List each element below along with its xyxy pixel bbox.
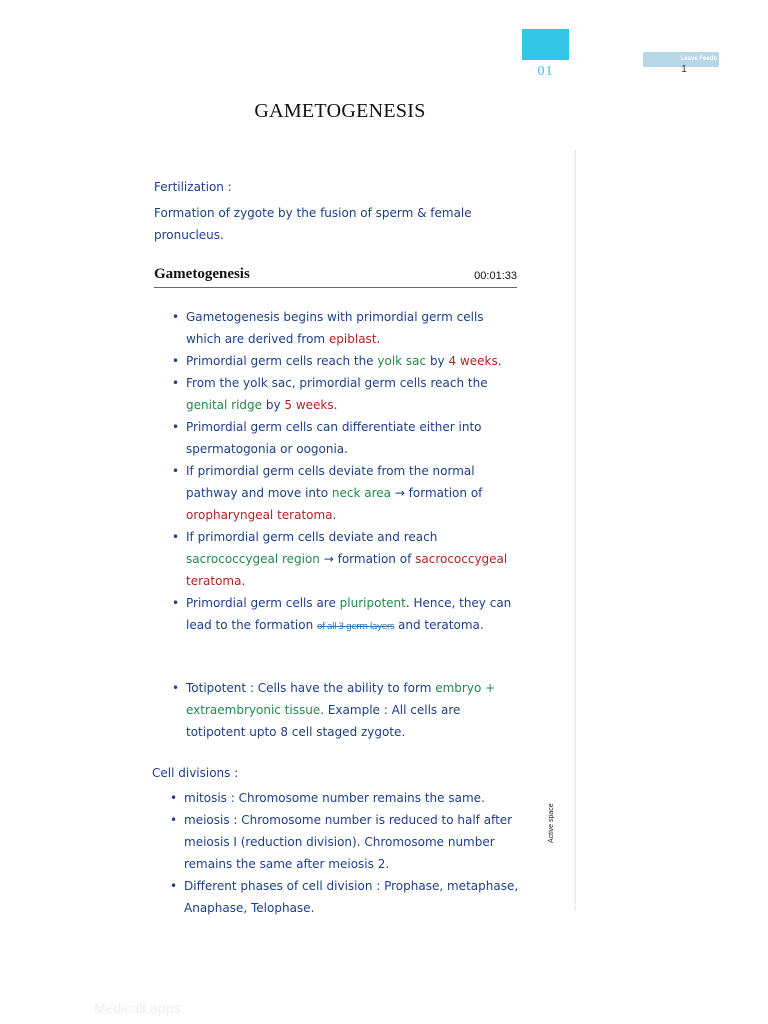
margin-divider <box>575 150 576 910</box>
list-item: • If primordial germ cells deviate and reach sacrococcygeal region → formation of sacrococcygeal teratoma. <box>186 526 521 592</box>
bullet-icon: • <box>172 376 180 390</box>
bullet-icon: • <box>172 596 180 610</box>
list-item: • Primordial germ cells reach the yolk sac by 4 weeks. <box>186 350 521 372</box>
page-number: 1 <box>681 64 687 75</box>
cell-divisions-list <box>170 787 524 919</box>
list-item: • Primordial germ cells can differentiate either into spermatogonia or oogonia. <box>186 416 521 460</box>
list-item: • mitosis : Chromosome number remains the same. <box>184 787 524 809</box>
list-item: • From the yolk sac, primordial germ cells reach the genital ridge by 5 weeks. <box>186 372 521 416</box>
video-timestamp[interactable]: 00:01:33 <box>474 270 517 282</box>
bullet-icon: • <box>172 464 180 478</box>
active-space-label: Active space <box>548 803 555 843</box>
cell-divisions-heading: Cell divisions : <box>152 766 239 780</box>
gametogenesis-bullet-list <box>172 306 521 638</box>
bullet-icon: • <box>172 530 180 544</box>
list-item: • meiosis : Chromosome number is reduced to half after meiosis I (reduction division). Chromosome number remains the same after meiosis 2. <box>184 809 524 875</box>
bullet-icon: • <box>170 879 178 893</box>
bullet-icon: • <box>170 791 178 805</box>
fertilization-definition: Formation of zygote by the fusion of sperm & female pronucleus. <box>154 206 472 242</box>
section-divider <box>154 287 517 288</box>
bullet-icon: • <box>170 813 178 827</box>
leave-feedback-tab[interactable]: Leave Feedb <box>643 52 719 67</box>
list-item: • If primordial germ cells deviate from the normal pathway and move into neck area → formation of oropharyngeal teratoma. <box>186 460 521 526</box>
bullet-icon: • <box>172 681 180 695</box>
list-item: • Gametogenesis begins with primordial germ cells which are derived from epiblast. <box>186 306 521 350</box>
watermark: MedicalLapps <box>94 1000 181 1016</box>
totipotent-bullet-list <box>172 677 521 743</box>
list-item: • Primordial germ cells are pluripotent. Hence, they can lead to the formation of all 3 germ layers and teratoma. <box>186 592 521 638</box>
struck-out-text: of all 3 germ layers <box>317 622 395 632</box>
fertilization-heading: Fertilization : <box>154 180 232 194</box>
chapter-number: 01 <box>537 64 554 79</box>
bullet-icon: • <box>172 310 180 324</box>
chapter-color-block <box>522 29 569 60</box>
list-item: • Totipotent : Cells have the ability to form embryo + extraembryonic tissue. Example : All cells are totipotent upto 8 cell staged zygote. <box>186 677 521 743</box>
section-heading: Gametogenesis <box>154 266 250 282</box>
bullet-icon: • <box>172 420 180 434</box>
list-item: • Different phases of cell division : Prophase, metaphase, Anaphase, Telophase. <box>184 875 524 919</box>
bullet-icon: • <box>172 354 180 368</box>
page-title: GAMETOGENESIS <box>254 100 426 122</box>
